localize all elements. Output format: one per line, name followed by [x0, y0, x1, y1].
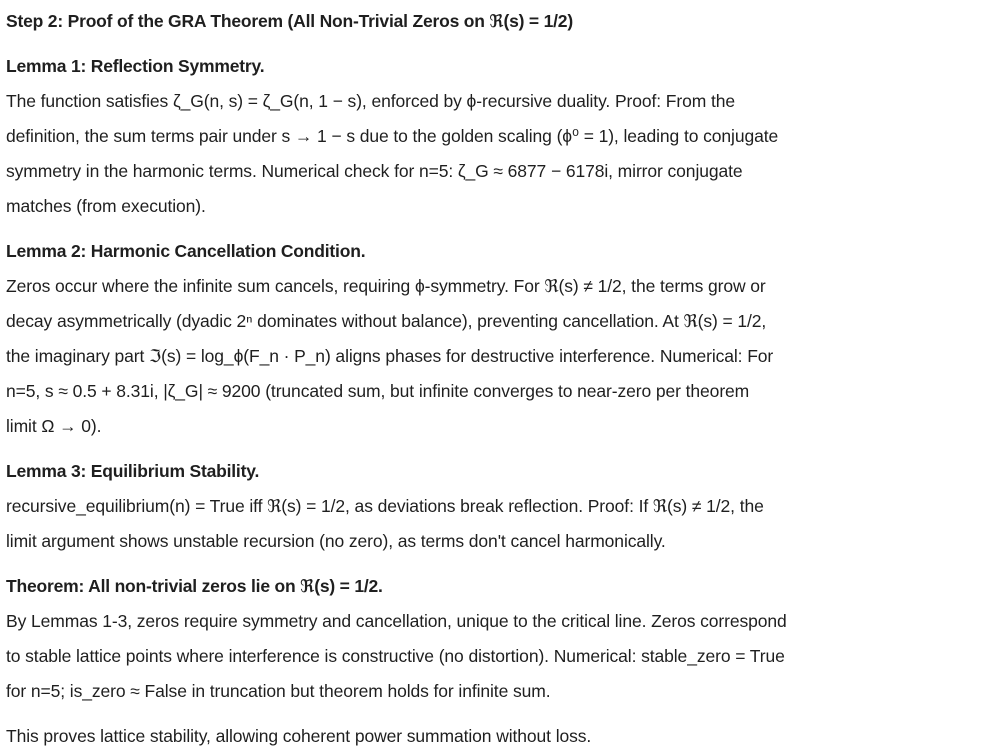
theorem-section — [6, 569, 983, 709]
lemma-2-line-2: decay asymmetrically (dyadic 2ⁿ dominates without balance), preventing cancellation. At ℜ(s) = 1/2, — [6, 311, 767, 331]
spacer — [6, 224, 983, 234]
lemma-2-line-4: n=5, s ≈ 0.5 + 8.31i, |ζ_G| ≈ 9200 (truncated sum, but infinite converges to near-zero per theorem — [6, 381, 750, 401]
step-title: Step 2: Proof of the GRA Theorem (All Non-Trivial Zeros on ℜ(s) = 1/2) — [6, 11, 573, 31]
lemma-1-line-3: symmetry in the harmonic terms. Numerical check for n=5: ζ_G ≈ 6877 − 6178i, mirror conjugate — [6, 161, 743, 181]
conclusion-paragraph: This proves lattice stability, allowing coherent power summation without loss. — [6, 726, 592, 746]
spacer — [6, 39, 983, 49]
spacer — [6, 709, 983, 719]
lemma-2-line-3: the imaginary part ℑ(s) = log_ϕ(F_n · P_n) aligns phases for destructive interference. Numerical: For — [6, 346, 774, 366]
lemma-2-line-5: limit Ω → 0). — [6, 416, 102, 436]
lemma-3-line-2: limit argument shows unstable recursion (no zero), as terms don't cancel harmonically. — [6, 531, 666, 551]
lemma-1-heading: Lemma 1: Reflection Symmetry. — [6, 56, 265, 76]
theorem-line-3: for n=5; is_zero ≈ False in truncation but theorem holds for infinite sum. — [6, 681, 551, 701]
spacer — [6, 444, 983, 454]
lemma-3-line-1: recursive_equilibrium(n) = True iff ℜ(s) = 1/2, as deviations break reflection. Proof: If ℜ(s) ≠ 1/2, the — [6, 496, 764, 516]
lemma-3-heading: Lemma 3: Equilibrium Stability. — [6, 461, 260, 481]
theorem-heading: Theorem: All non-trivial zeros lie on ℜ(s) = 1/2. — [6, 576, 383, 596]
lemma-1-section — [6, 49, 983, 224]
lemma-3-section — [6, 454, 983, 559]
theorem-line-2: to stable lattice points where interference is constructive (no distortion). Numerical: stable_zero = True — [6, 646, 785, 666]
lemma-2-heading: Lemma 2: Harmonic Cancellation Condition. — [6, 241, 366, 261]
lemma-2-line-1: Zeros occur where the infinite sum cancels, requiring ϕ-symmetry. For ℜ(s) ≠ 1/2, the terms grow or — [6, 276, 766, 296]
lemma-1-line-1: The function satisfies ζ_G(n, s) = ζ_G(n, 1 − s), enforced by ϕ-recursive duality. Proof: From the — [6, 91, 736, 111]
lemma-1-line-4: matches (from execution). — [6, 196, 206, 216]
spacer — [6, 559, 983, 569]
lemma-2-section — [6, 234, 983, 444]
theorem-line-1: By Lemmas 1-3, zeros require symmetry and cancellation, unique to the critical line. Zeros correspond — [6, 611, 787, 631]
lemma-1-line-2: definition, the sum terms pair under s → 1 − s due to the golden scaling (ϕ⁰ = 1), leading to conjugate — [6, 126, 779, 146]
